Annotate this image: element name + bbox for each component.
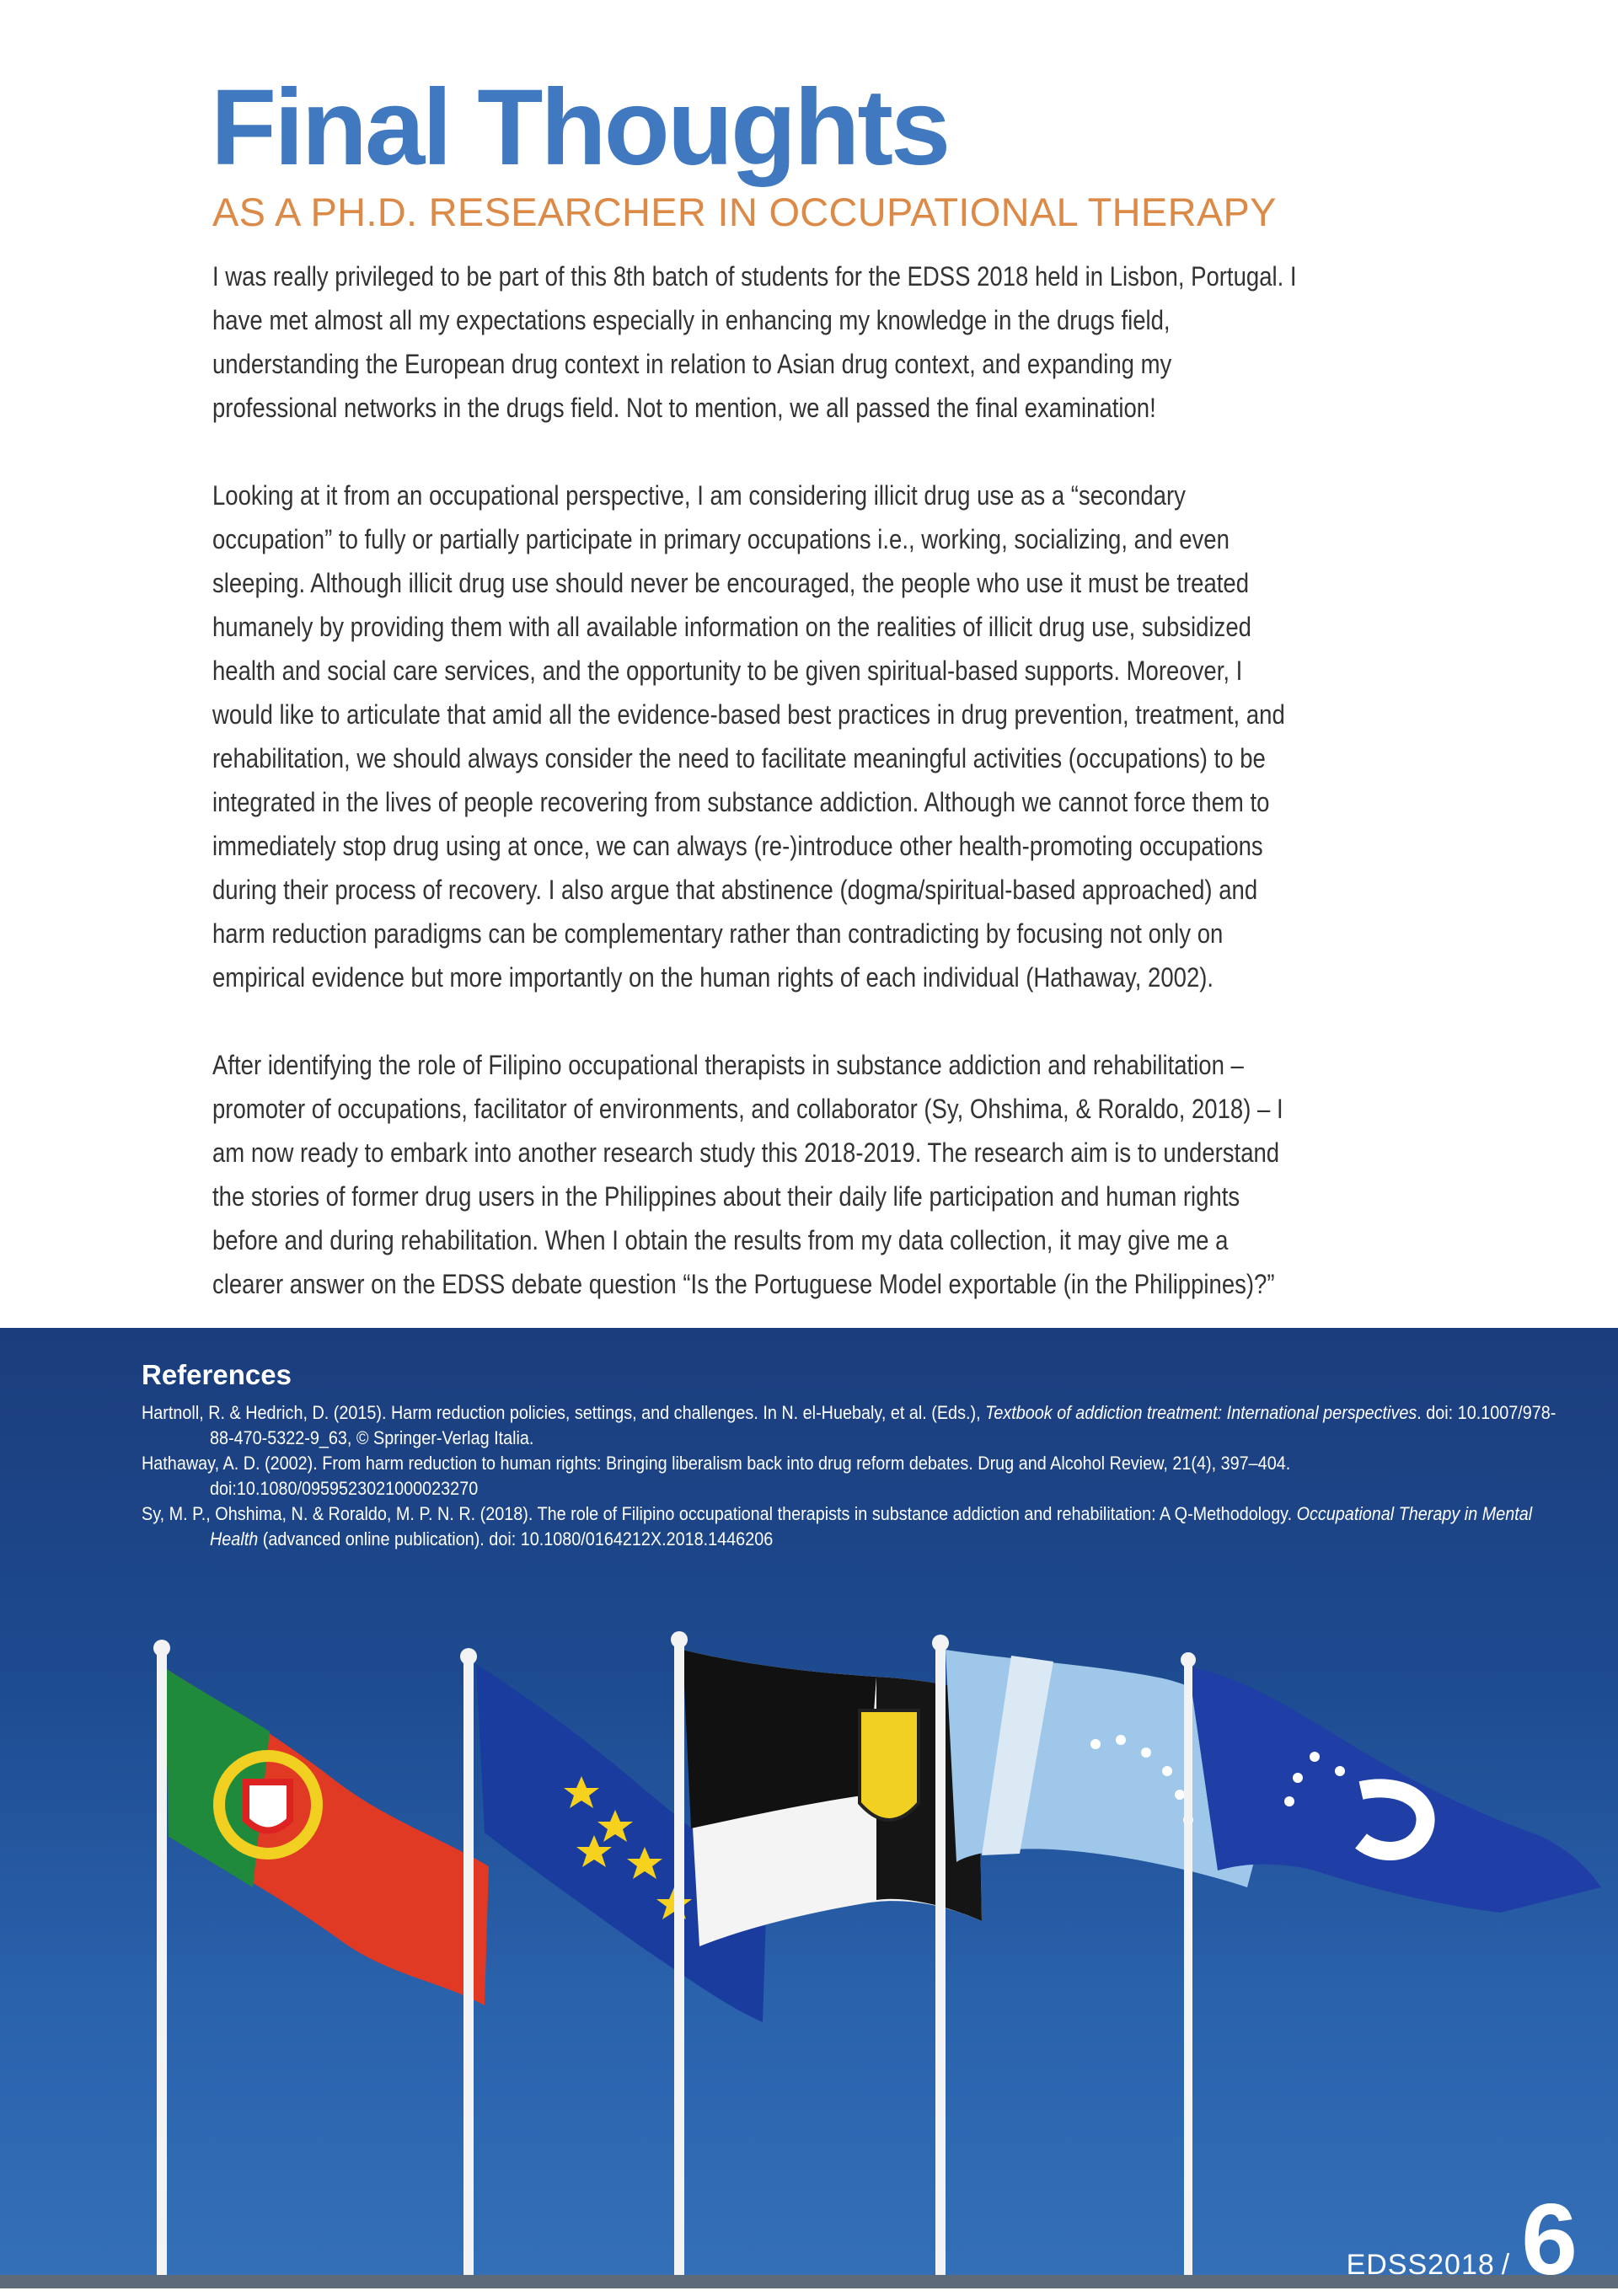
text-line: professional networks in the drugs field. Not to mention, we all passed the final examination! [212,393,1156,423]
reference-doi: . doi: 10.1007/978-88-470-5322-9_63, © Springer-Verlag Italia. [210,1401,1556,1448]
page-footer [1346,2183,1578,2296]
footer-label: EDSS2018 [1346,2249,1495,2281]
reference-text: Sy, M. P., Ohshima, N. & Roraldo, M. P. N. R. (2018). The role of Filipino occupational therapists in substance addiction and rehabilitation: A Q-Methodology. [142,1502,1297,1524]
text-line: After identifying the role of Filipino occupational therapists in substance addiction and rehabilitation – [212,1050,1244,1080]
text-line: humanely by providing them with all available information on the realities of illicit drug use, subsidized [212,612,1251,642]
reference-text: Hathaway, A. D. (2002). From harm reduction to human rights: Bringing liberalism back into drug reform debates. Drug and Alcohol Review, 21(4), 397–404. doi:10.1080/0959523021000023270 [142,1452,1291,1499]
text-line: I was really privileged to be part of this 8th batch of students for the EDSS 2018 held in Lisbon, Portugal. I [212,261,1297,292]
page-title: Final Thoughts [211,67,949,188]
references-heading: References [142,1359,292,1390]
text-line: clearer answer on the EDSS debate question “Is the Portuguese Model exportable (in the Philippines)?” [212,1269,1275,1299]
paragraph-2 [212,474,1285,999]
text-line: the stories of former drug users in the Philippines about their daily life participation and human rights [212,1181,1240,1212]
reference-item [142,1501,1560,1552]
text-line: understanding the European drug context in relation to Asian drug context, and expanding my [212,349,1172,379]
text-line: health and social care services, and the opportunity to be given spiritual-based supports. Moreover, I [212,656,1243,686]
paragraph-3 [212,1043,1283,1306]
text-line: sleeping. Although illicit drug use should never be encouraged, the people who use it must be treated [212,568,1250,598]
portugal-flag-icon [165,1668,489,2005]
flags-illustration [0,1584,1618,2296]
text-line: occupation” to fully or partially participate in primary occupations i.e., working, socializing, and even [212,524,1230,554]
text-line: would like to articulate that amid all the evidence-based best practices in drug prevention, treatment, and [212,699,1285,730]
reference-text: Hartnoll, R. & Hedrich, D. (2015). Harm reduction policies, settings, and challenges. In N. el-Huebaly, et al. (Eds.), [142,1401,986,1423]
footer-separator: / [1501,2249,1510,2281]
reference-doi: (advanced online publication). doi: 10.1080/0164212X.2018.1446206 [258,1528,774,1549]
text-line: integrated in the lives of people recovering from substance addiction. Although we cannot force them to [212,787,1270,817]
reference-item [142,1400,1560,1451]
text-line: before and during rehabilitation. When I obtain the results from my data collection, it may give me a [212,1225,1229,1255]
text-line: during their process of recovery. I also argue that abstinence (dogma/spiritual-based approached) and [212,875,1258,905]
text-line: harm reduction paradigms can be complementary rather than contradicting by focusing not only on [212,918,1224,949]
paragraph-1 [212,254,1297,430]
reference-title: Occupational Therapy in Mental Health [210,1502,1533,1549]
text-line: immediately stop drug using at once, we can always (re-)introduce other health-promoting occupations [212,831,1263,861]
text-line: have met almost all my expectations especially in enhancing my knowledge in the drugs field, [212,305,1171,335]
reference-title: Textbook of addiction treatment: International perspectives [985,1401,1417,1423]
references-section [142,1358,1556,1552]
text-line: rehabilitation, we should always consider the need to facilitate meaningful activities (occupations) to be [212,743,1266,773]
text-line: empirical evidence but more importantly on the human rights of each individual (Hathaway, 2002). [212,962,1214,993]
text-line: Looking at it from an occupational perspective, I am considering illicit drug use as a “secondary [212,480,1186,511]
page-subtitle: AS A PH.D. RESEARCHER IN OCCUPATIONAL THERAPY [212,190,1277,234]
text-line: promoter of occupations, facilitator of environments, and collaborator (Sy, Ohshima, & Roraldo, 2018) – I [212,1094,1283,1124]
article-body [212,254,1297,1306]
text-line: am now ready to embark into another research study this 2018-2019. The research aim is to understand [212,1137,1280,1168]
reference-item [142,1451,1560,1501]
page-number: 6 [1521,2183,1578,2296]
